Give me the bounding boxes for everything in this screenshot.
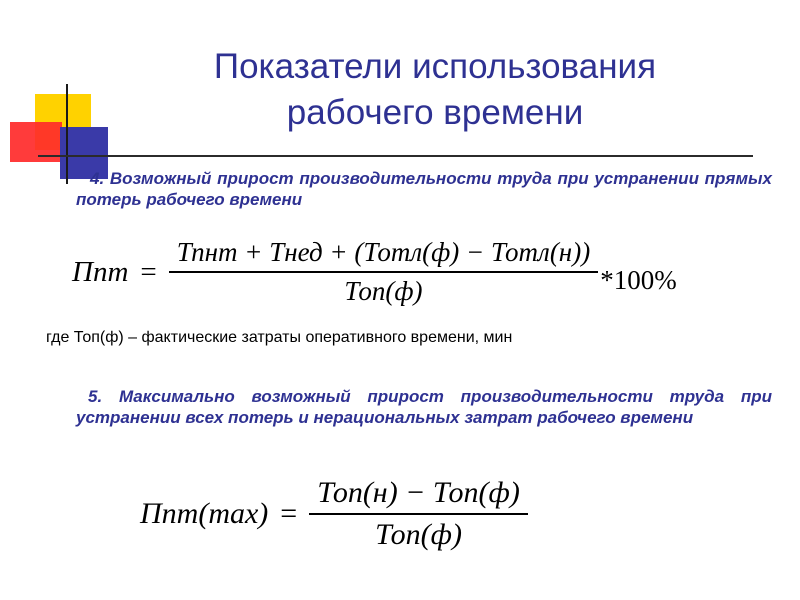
formula-1-denominator: Топ(ф)	[344, 275, 423, 306]
formula-max-productivity-growth	[140, 474, 528, 554]
formula-note: где Топ(ф) – фактические затраты оперативного времени, мин	[46, 329, 513, 346]
formula-1-equals: =	[140, 255, 157, 288]
formula-productivity-growth	[72, 232, 677, 312]
title-divider	[38, 155, 753, 157]
formula-2-numerator: Топ(н) − Топ(ф)	[317, 476, 520, 510]
decor-vertical-line	[66, 84, 68, 184]
formula-2-equals: =	[280, 497, 298, 530]
formula-1-numerator: Тпнт + Тнед + (Тотл(ф) − Тотл(н))	[176, 237, 591, 268]
formula-1-fraction	[169, 237, 598, 307]
point-4-text: 4. Возможный прирост производительности труда при устранении прямых потерь рабочего времени	[76, 169, 772, 209]
point-5-text: 5. Максимально возможный прирост производительности труда при устранении всех потерь и нерациональных затрат рабочего времени	[76, 387, 772, 427]
formula-2-denominator: Топ(ф)	[375, 517, 462, 551]
title-line-2: рабочего времени	[286, 93, 584, 132]
formula-1-multiplier: *100%	[600, 264, 677, 295]
title-line-1: Показатели использования	[213, 47, 657, 86]
slide-title	[90, 44, 780, 136]
formula-2-fraction	[309, 476, 528, 552]
formula-2-lhs: Ппт(max)	[140, 497, 269, 530]
formula-1-lhs: Ппт	[72, 255, 129, 288]
